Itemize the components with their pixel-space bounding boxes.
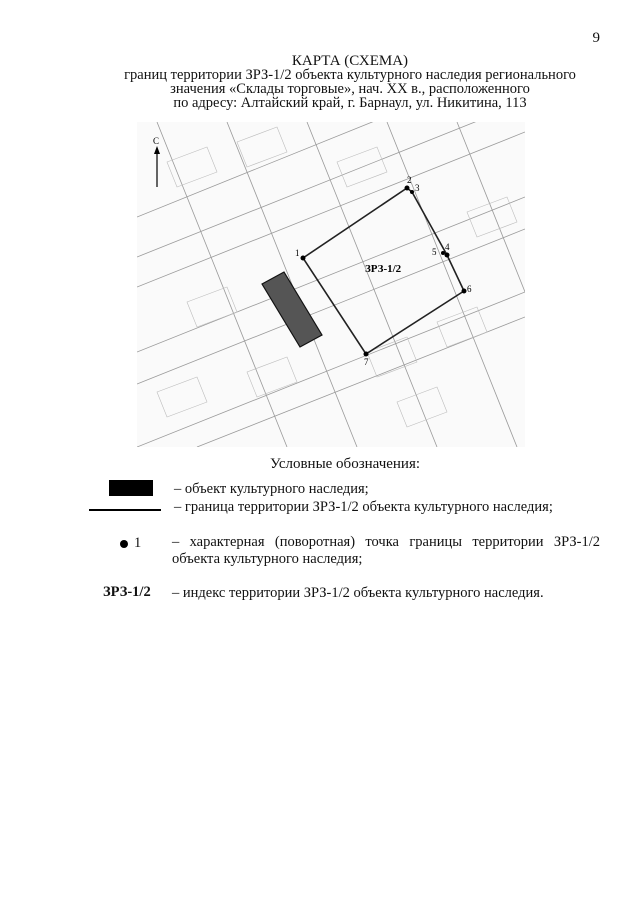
- boundary-point-6: [462, 289, 467, 294]
- page-number: 9: [592, 30, 600, 46]
- boundary-point-swatch-label: 1: [134, 535, 142, 551]
- legend-object-text: – объект культурного наследия;: [174, 481, 369, 497]
- point-label-7: 7: [364, 357, 369, 367]
- map-subtitle-line-2: значения «Склады торговые», нач. XX в., расположенного: [170, 81, 530, 97]
- boundary-line-swatch: [89, 509, 161, 511]
- point-label-6: 6: [467, 284, 472, 294]
- zone-index-label: ЗРЗ-1/2: [365, 263, 402, 275]
- boundary-point-2: [405, 186, 410, 191]
- boundary-point-1: [301, 256, 306, 261]
- map-title-block: [100, 54, 600, 110]
- legend-point-text: – характерная (поворотная) точка границы территории ЗРЗ-1/2 объекта культурного наследия;: [172, 534, 600, 567]
- legend-index-label: ЗРЗ-1/2: [103, 584, 151, 600]
- legend-boundary-text: – граница территории ЗРЗ-1/2 объекта культурного наследия;: [174, 499, 553, 515]
- map-title: КАРТА (СХЕМА): [291, 53, 409, 69]
- map-subtitle-line-1: границ территории ЗРЗ-1/2 объекта культурного наследия регионального: [124, 67, 576, 83]
- boundary-point-5: [445, 253, 450, 258]
- legend-title: Условные обозначения:: [270, 456, 421, 472]
- north-label: С: [153, 136, 160, 146]
- boundary-point-swatch: [120, 540, 128, 548]
- point-label-1: 1: [295, 248, 300, 258]
- point-label-4: 4: [445, 242, 450, 252]
- boundary-point-3: [410, 190, 414, 194]
- point-label-3: 3: [415, 183, 420, 193]
- boundary-map: [137, 122, 525, 447]
- legend-index-text: – индекс территории ЗРЗ-1/2 объекта культурного наследия.: [172, 585, 544, 601]
- heritage-object-swatch: [109, 480, 153, 496]
- map-subtitle-line-3: по адресу: Алтайский край, г. Барнаул, ул. Никитина, 113: [173, 95, 527, 111]
- point-label-5: 5: [432, 247, 437, 257]
- point-label-2: 2: [407, 175, 412, 185]
- boundary-point-7: [364, 352, 369, 357]
